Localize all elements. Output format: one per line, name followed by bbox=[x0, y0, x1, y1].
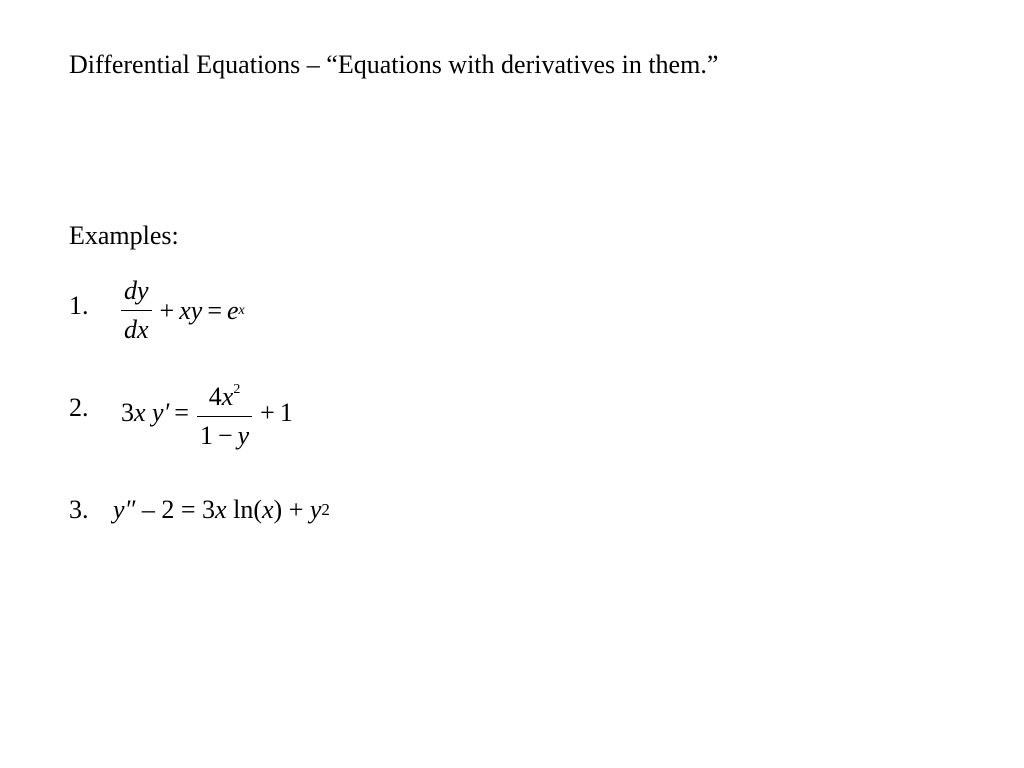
example-1-base: e bbox=[226, 295, 239, 325]
plus-sign: + bbox=[159, 295, 175, 325]
examples-label: Examples: bbox=[69, 221, 179, 250]
numerator-coef: 4 bbox=[208, 382, 222, 411]
example-3-lhs-y: y″ bbox=[113, 495, 136, 524]
example-2-fraction bbox=[197, 371, 252, 455]
example-2-denominator bbox=[197, 417, 252, 455]
denominator-minus: − bbox=[217, 421, 233, 450]
example-3-equation bbox=[113, 495, 330, 525]
example-2-number: 2. bbox=[69, 393, 89, 422]
example-1-fraction bbox=[121, 272, 152, 349]
example-1-denominator: dx bbox=[124, 315, 149, 344]
example-3-ln-x: x bbox=[261, 495, 274, 524]
example-3-ln-close: ) bbox=[273, 495, 283, 524]
example-3-coef: 3 bbox=[202, 495, 216, 524]
denominator-one: 1 bbox=[199, 421, 213, 450]
example-2-lhs-y: y′ bbox=[152, 398, 170, 427]
example-3-minus-two: – 2 = bbox=[141, 495, 196, 524]
example-3-number: 3. bbox=[69, 495, 89, 524]
slide-title: Differential Equations – “Equations with derivatives in them.” bbox=[69, 50, 719, 79]
example-3-x: x bbox=[215, 495, 227, 524]
example-2-numerator bbox=[206, 371, 244, 416]
example-1-number: 1. bbox=[69, 291, 89, 320]
plus-sign: + bbox=[288, 495, 304, 524]
example-1-numerator: dy bbox=[124, 276, 149, 305]
example-2-tail: 1 bbox=[279, 398, 293, 427]
example-2-lhs-coef: 3 bbox=[121, 398, 134, 427]
example-3-ln-open: ln( bbox=[233, 495, 262, 524]
numerator-exponent: 2 bbox=[233, 382, 241, 397]
equals-sign: = bbox=[174, 398, 189, 427]
example-2-equation bbox=[121, 371, 293, 455]
equals-sign: = bbox=[207, 295, 222, 325]
example-3-y-exponent: 2 bbox=[321, 500, 330, 519]
example-1-exponent: x bbox=[238, 302, 245, 318]
plus-sign: + bbox=[260, 398, 275, 427]
example-3-y: y bbox=[309, 495, 322, 524]
example-1-term: xy bbox=[179, 295, 203, 325]
numerator-x: x bbox=[221, 382, 234, 411]
example-1-equation bbox=[118, 272, 245, 349]
example-2-lhs-x: x bbox=[134, 398, 146, 427]
denominator-y: y bbox=[237, 421, 250, 450]
